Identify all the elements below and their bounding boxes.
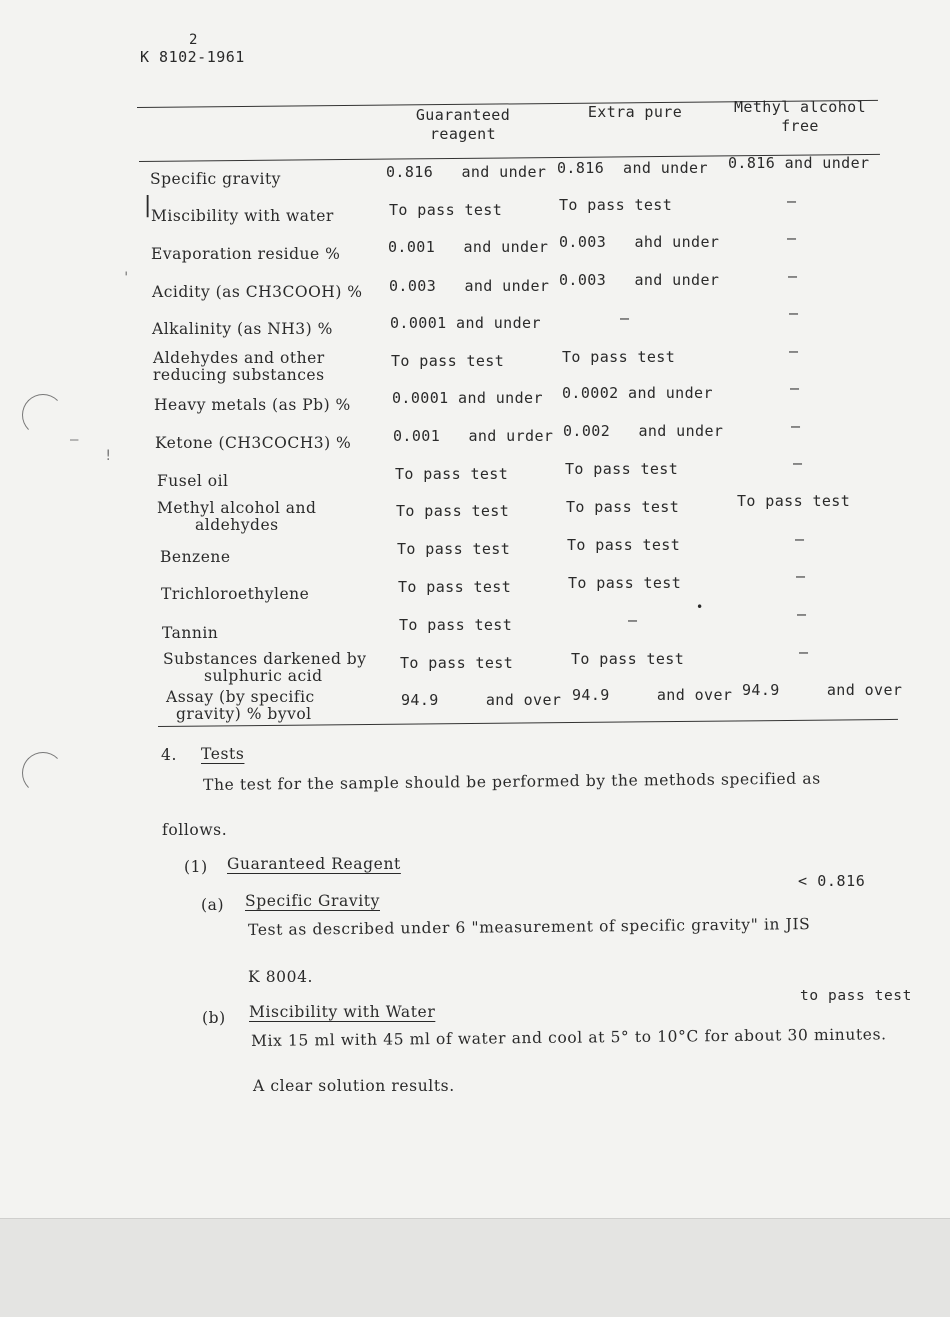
section-number: 4. (161, 746, 177, 764)
item-a-title: Specific Gravity (245, 892, 380, 910)
cell-extra-pure: 0.003 and under (559, 271, 720, 289)
cell-extra-pure: — (628, 611, 638, 629)
cell-methyl-free: — (795, 530, 805, 548)
row-label-aldehydes: Aldehydes and other reducing substances (153, 349, 325, 384)
item-a-number: (a) (201, 896, 225, 914)
cell-methyl-free: — (787, 229, 797, 247)
row-label-heavy-metals: Heavy metals (as Pb) % (154, 396, 351, 414)
column-header-guaranteed: Guaranteed reagent (415, 106, 511, 143)
cell-guaranteed: To pass test (391, 352, 505, 370)
cell-extra-pure: To pass test (562, 348, 676, 366)
row-label-substances-darkened: Substances darkened by sulphuric acid (163, 650, 367, 685)
cell-methyl-free: — (799, 643, 809, 661)
cell-methyl-free: — (787, 192, 797, 210)
cell-extra-pure: To pass test (566, 498, 680, 516)
cell-extra-pure: 0.816 and under (557, 159, 708, 177)
cell-methyl-free: — (797, 605, 807, 623)
cell-extra-pure: To pass test (559, 196, 673, 214)
margin-bar-mark: | (141, 193, 155, 218)
ink-speck: • (696, 600, 704, 614)
cell-extra-pure: 0.0002 and under (562, 384, 713, 402)
page-number: 2 (189, 32, 198, 48)
document-id: K 8102-1961 (140, 48, 245, 66)
row-label-benzene: Benzene (160, 548, 231, 566)
row-label-assay: Assay (by specific gravity) % byvol (166, 688, 315, 723)
row-label-tannin: Tannin (162, 624, 219, 642)
cell-extra-pure: To pass test (565, 460, 679, 478)
column-header-methyl-free: Methyl alcohol free (733, 98, 867, 135)
item-a-text: Test as described under 6 "measurement of specific gravity" in JIS (248, 915, 811, 939)
row-label-miscibility: Miscibility with water (151, 207, 334, 225)
cell-methyl-free: — (790, 379, 800, 397)
section-title: Tests (201, 745, 245, 763)
cell-extra-pure: 94.9 and over (572, 686, 733, 704)
cell-guaranteed: 0.816 and under (386, 163, 547, 181)
row-label-fusel-oil: Fusel oil (157, 472, 229, 490)
cell-guaranteed: To pass test (389, 201, 503, 219)
cell-guaranteed: To pass test (400, 654, 514, 672)
row-label-ketone: Ketone (CH3COCH3) % (155, 434, 352, 452)
cell-extra-pure: 0.002 and under (563, 422, 724, 440)
cell-extra-pure: To pass test (571, 650, 685, 668)
cell-methyl-free: — (789, 342, 799, 360)
item-b-title: Miscibility with Water (249, 1003, 436, 1021)
cell-methyl-free: — (796, 567, 806, 585)
cell-guaranteed: To pass test (396, 502, 510, 520)
cell-extra-pure: To pass test (567, 536, 681, 554)
cell-methyl-free: — (788, 267, 798, 285)
cell-guaranteed: 0.001 and under (388, 238, 549, 256)
cell-extra-pure: To pass test (568, 574, 682, 592)
item-b-text: Mix 15 ml with 45 ml of water and cool at 5° to 10°C for about 30 minutes. (251, 1025, 887, 1050)
scan-speck: ! (104, 448, 113, 464)
item-b-number: (b) (202, 1009, 226, 1027)
intro-text-continued: follows. (162, 821, 228, 839)
cell-methyl-free: — (793, 454, 803, 472)
row-label-trichloroethylene: Trichloroethylene (161, 585, 310, 603)
cell-guaranteed: 0.001 and urder (393, 427, 554, 445)
cell-methyl-free: 0.816 and under (728, 154, 870, 172)
cell-guaranteed: To pass test (395, 465, 509, 483)
cell-guaranteed: 94.9 and over (401, 691, 562, 709)
cell-guaranteed: To pass test (398, 578, 512, 596)
row-label-evaporation-residue: Evaporation residue % (151, 245, 341, 263)
punch-hole-mark (22, 752, 64, 794)
cell-methyl-free: — (789, 304, 799, 322)
handwritten-note-b: to pass test (800, 988, 912, 1004)
row-label-specific-gravity: Specific gravity (150, 170, 281, 188)
cell-methyl-free: To pass test (737, 492, 851, 510)
subsection-number: (1) (184, 858, 208, 876)
scan-bottom-margin (0, 1218, 950, 1317)
cell-guaranteed: To pass test (399, 616, 513, 634)
row-label-alkalinity: Alkalinity (as NH3) % (152, 320, 333, 338)
cell-extra-pure: 0.003 ahd under (559, 233, 720, 251)
row-label-acidity: Acidity (as CH3COOH) % (152, 283, 363, 301)
cell-guaranteed: To pass test (397, 540, 511, 558)
cell-methyl-free: — (791, 417, 801, 435)
cell-guaranteed: 0.0001 and under (390, 314, 541, 332)
cell-guaranteed: 0.0001 and under (392, 389, 543, 407)
subsection-title: Guaranteed Reagent (227, 855, 401, 873)
intro-text: The test for the sample should be performed by the methods specified as (203, 769, 821, 794)
item-b-text-continued: A clear solution results. (253, 1077, 455, 1095)
scan-speck: – (70, 432, 79, 448)
row-label-methyl-alcohol: Methyl alcohol and aldehydes (157, 499, 317, 534)
cell-methyl-free: 94.9 and over (742, 681, 903, 699)
cell-extra-pure: — (620, 309, 630, 327)
item-a-text-continued: K 8004. (248, 968, 314, 986)
cell-guaranteed: 0.003 and under (389, 277, 550, 295)
punch-hole-mark (22, 394, 64, 436)
scan-speck: ' (122, 270, 131, 286)
column-header-extra-pure: Extra pure (587, 103, 683, 121)
handwritten-note-a: < 0.816 (798, 872, 866, 890)
